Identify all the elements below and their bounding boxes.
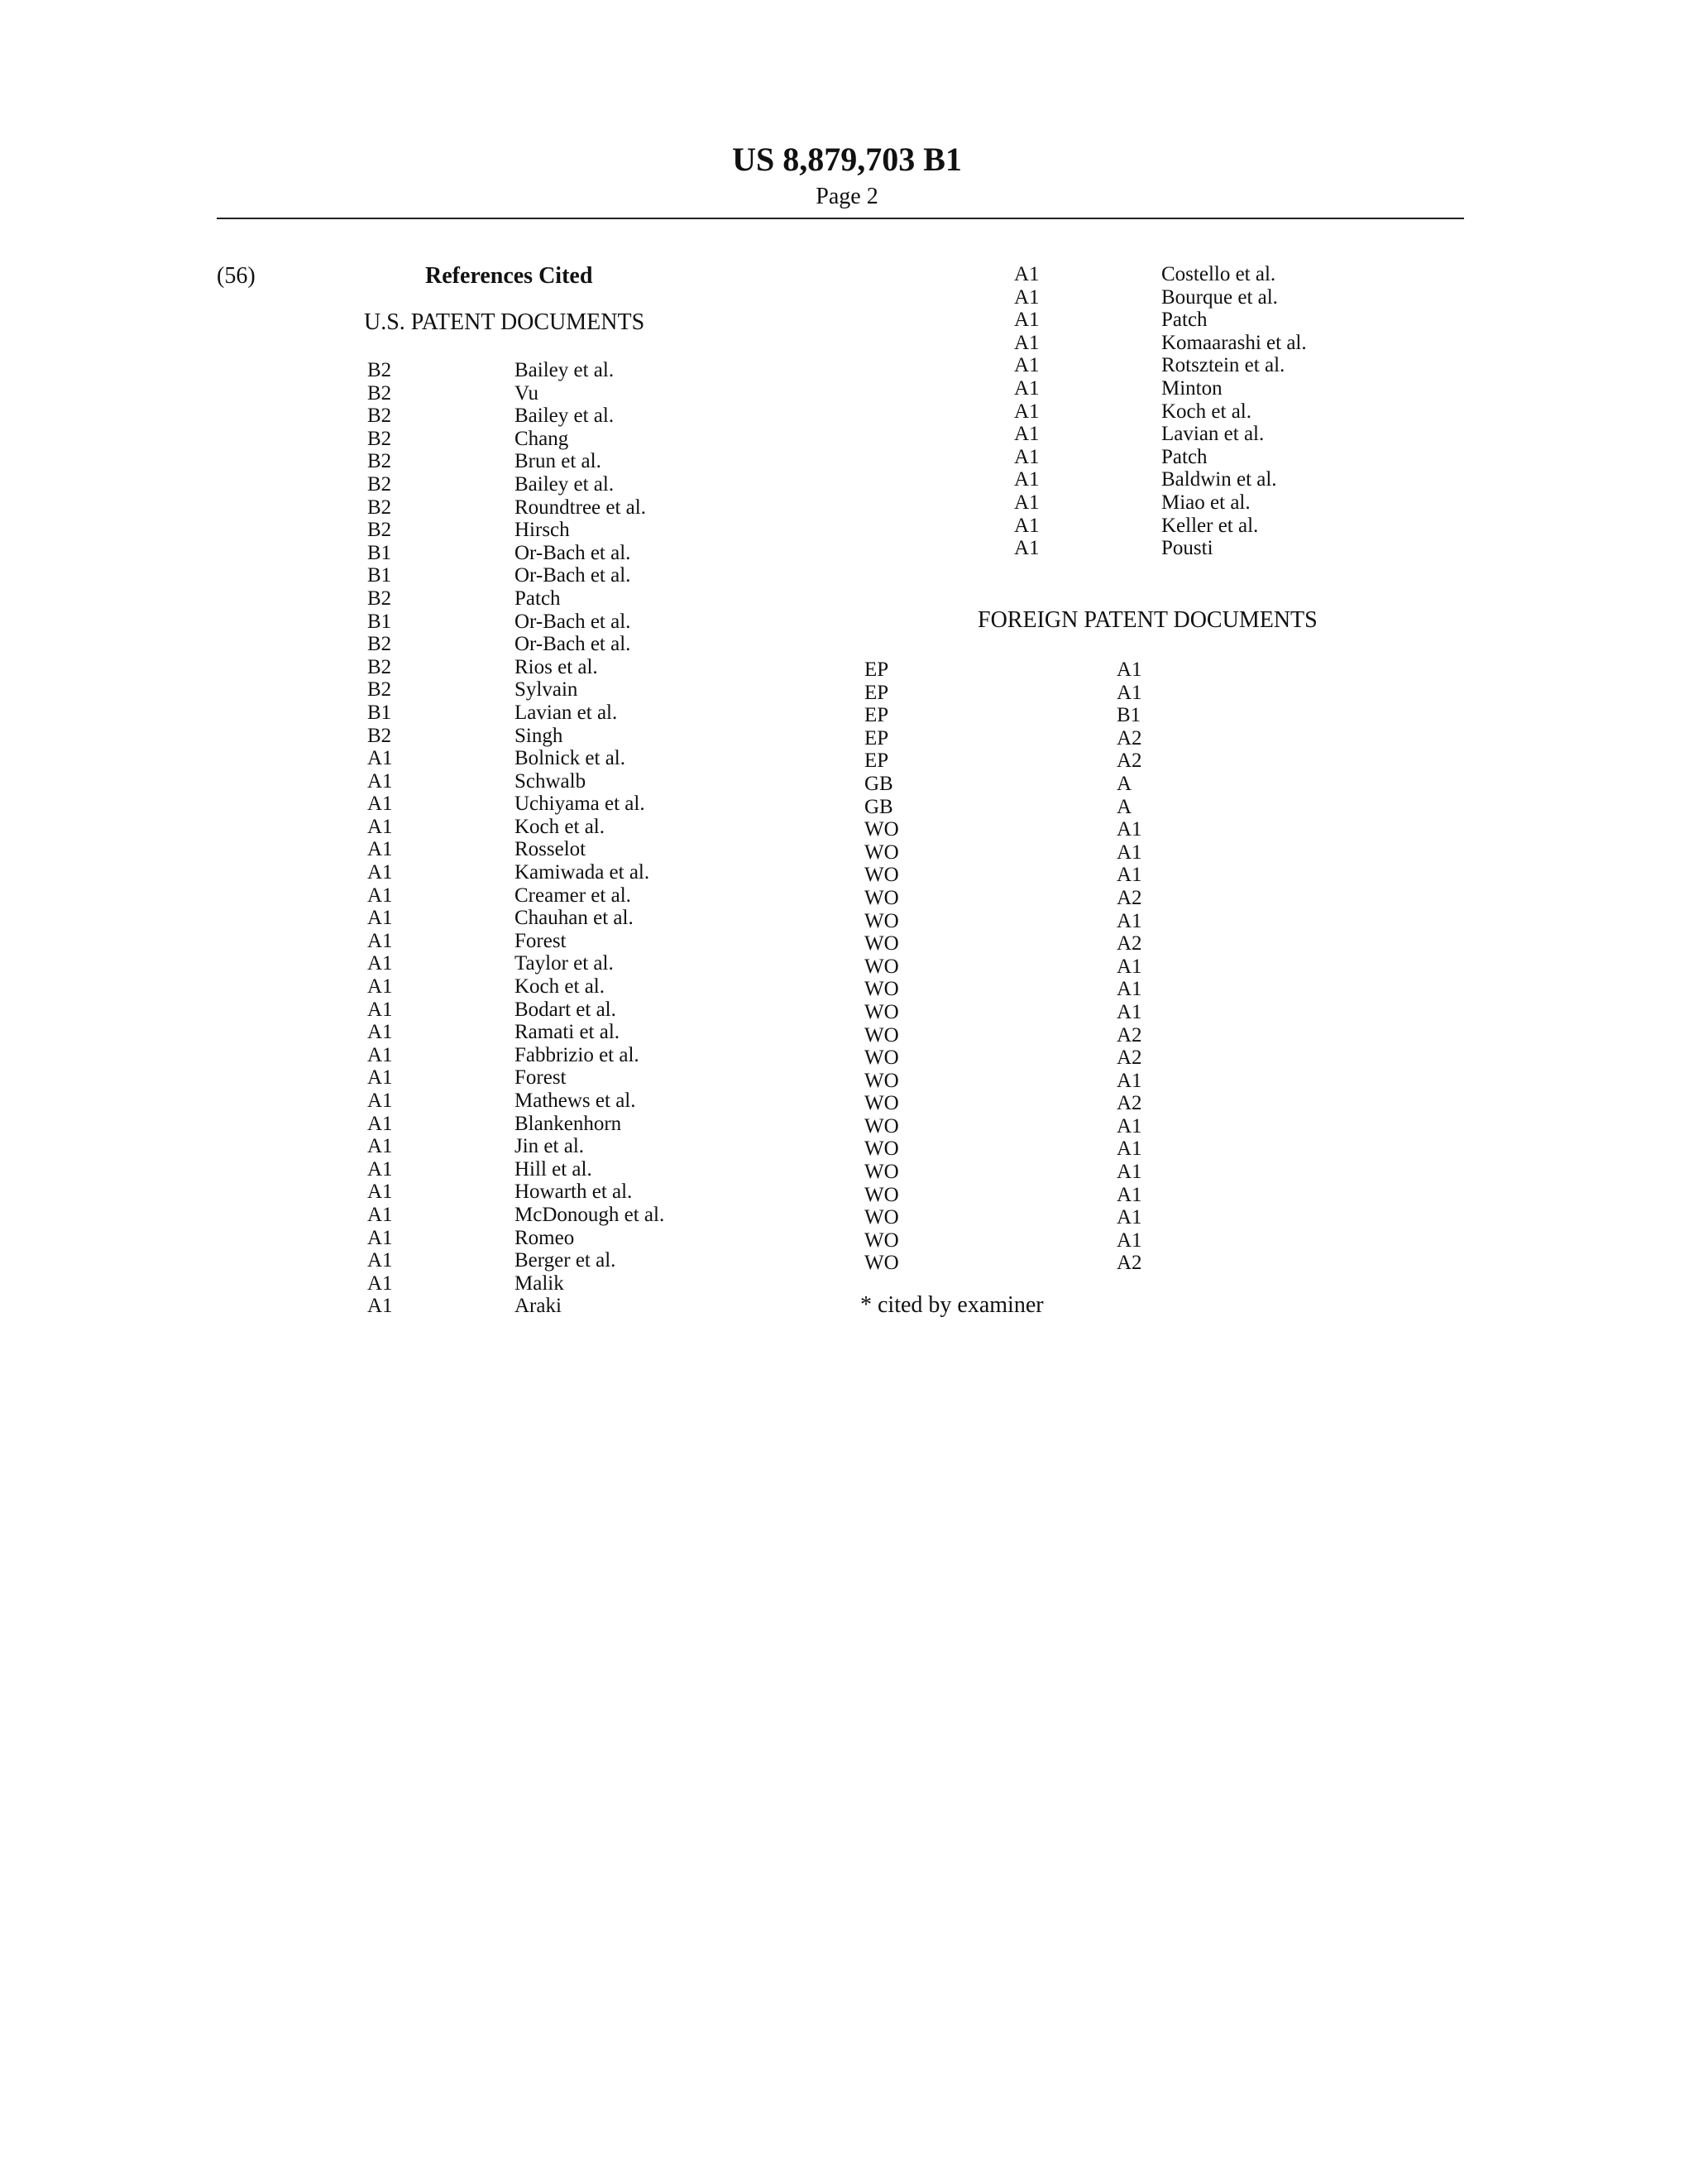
reference-kind: A1 <box>1117 681 1142 704</box>
cited-by-examiner-note: * cited by examiner <box>860 1292 1044 1318</box>
reference-kind: A1 <box>1014 309 1040 332</box>
reference-kind: A1 <box>1117 1206 1142 1229</box>
reference-kind: B2 <box>367 427 392 450</box>
reference-country: EP <box>864 681 889 704</box>
reference-name: Lavian et al. <box>514 701 618 724</box>
reference-kind: B2 <box>367 724 392 747</box>
reference-kind: B2 <box>367 381 392 405</box>
reference-country: WO <box>864 818 899 841</box>
reference-kind: B2 <box>367 678 392 702</box>
reference-name: Uchiyama et al. <box>514 793 645 816</box>
reference-name: Araki <box>514 1295 562 1318</box>
reference-country: EP <box>864 726 889 750</box>
reference-kind: A1 <box>367 1090 393 1112</box>
reference-kind: A1 <box>367 1066 393 1090</box>
reference-kind: B2 <box>367 519 392 542</box>
reference-kind: A1 <box>1117 1114 1142 1138</box>
reference-country: EP <box>864 659 889 681</box>
reference-country: GB <box>864 795 893 818</box>
reference-kind: A1 <box>367 1112 393 1135</box>
reference-country: WO <box>864 1161 899 1184</box>
reference-kind: A1 <box>367 998 393 1021</box>
reference-name: Fabbrizio et al. <box>514 1043 639 1066</box>
reference-name: Bailey et al. <box>514 472 615 496</box>
reference-kind: B1 <box>367 610 392 633</box>
reference-name: Keller et al. <box>1161 514 1259 537</box>
reference-kind: B1 <box>367 564 392 587</box>
reference-country: WO <box>864 1023 899 1046</box>
reference-kind: A1 <box>367 1135 393 1158</box>
reference-kind: A1 <box>367 907 393 930</box>
reference-country: WO <box>864 955 899 978</box>
reference-name: Bailey et al. <box>514 359 615 381</box>
reference-kind: B1 <box>367 701 392 724</box>
reference-name: Romeo <box>514 1226 575 1249</box>
reference-kind: A1 <box>1014 445 1040 468</box>
reference-name: Or-Bach et al. <box>514 564 631 587</box>
reference-kind: A1 <box>367 929 393 952</box>
reference-kind: A2 <box>1117 886 1142 909</box>
reference-name: Patch <box>1161 445 1208 468</box>
reference-name: Baldwin et al. <box>1161 468 1277 491</box>
reference-kind: A <box>1117 795 1132 818</box>
reference-name: Or-Bach et al. <box>514 633 631 656</box>
reference-kind: A1 <box>367 952 393 975</box>
reference-kind: A1 <box>367 861 393 884</box>
reference-name: Schwalb <box>514 769 586 793</box>
reference-kind: A1 <box>367 815 393 838</box>
reference-kind: A1 <box>1014 263 1040 285</box>
reference-country: WO <box>864 1092 899 1115</box>
reference-name: Vu <box>514 381 539 405</box>
reference-kind: A2 <box>1117 1092 1142 1115</box>
reference-kind: B2 <box>367 587 392 610</box>
reference-country: WO <box>864 1206 899 1229</box>
reference-kind: A1 <box>367 1249 393 1272</box>
reference-country: GB <box>864 772 893 795</box>
reference-name: Forest <box>514 929 567 952</box>
reference-name: Lavian et al. <box>1161 423 1265 446</box>
reference-kind: B2 <box>367 496 392 519</box>
reference-kind: A1 <box>367 1203 393 1226</box>
reference-country: WO <box>864 1069 899 1092</box>
reference-kind: A1 <box>1117 1183 1142 1206</box>
reference-country: WO <box>864 1000 899 1023</box>
reference-name: Koch et al. <box>1161 400 1251 423</box>
reference-kind: A1 <box>1117 818 1142 841</box>
reference-name: Pousti <box>1161 537 1213 560</box>
reference-name: Bodart et al. <box>514 998 616 1021</box>
reference-name: Rosselot <box>514 838 586 861</box>
reference-name: Sylvain <box>514 678 578 702</box>
reference-kind: A1 <box>367 1157 393 1181</box>
reference-kind: A1 <box>1117 955 1142 978</box>
reference-name: Bolnick et al. <box>514 747 625 770</box>
reference-name: Ramati et al. <box>514 1021 620 1044</box>
reference-kind: A1 <box>367 747 393 770</box>
reference-kind: A1 <box>367 793 393 816</box>
reference-kind: B2 <box>367 359 392 381</box>
reference-kind: A1 <box>367 1226 393 1249</box>
reference-country: WO <box>864 1228 899 1252</box>
reference-name: Bailey et al. <box>514 405 615 428</box>
reference-country: WO <box>864 909 899 932</box>
section-title: References Cited <box>425 263 593 289</box>
reference-country: WO <box>864 1114 899 1138</box>
reference-name: Creamer et al. <box>514 884 631 907</box>
reference-name: Hill et al. <box>514 1157 592 1181</box>
reference-name: Chang <box>514 427 569 450</box>
reference-kind: A1 <box>1117 659 1142 681</box>
header-divider <box>217 218 1464 219</box>
reference-country: WO <box>864 886 899 909</box>
reference-kind: B2 <box>367 655 392 678</box>
reference-name: Forest <box>514 1066 567 1090</box>
reference-name: Howarth et al. <box>514 1181 633 1204</box>
reference-kind: A1 <box>1014 285 1040 309</box>
patent-number: US 8,879,703 B1 <box>732 141 962 178</box>
reference-country: EP <box>864 704 889 727</box>
reference-kind: A1 <box>1014 468 1040 491</box>
reference-kind: A1 <box>1117 1069 1142 1092</box>
reference-name: Komaarashi et al. <box>1161 331 1307 354</box>
reference-name: Chauhan et al. <box>514 907 634 930</box>
reference-name: Malik <box>514 1272 564 1295</box>
reference-kind: B2 <box>367 472 392 496</box>
reference-name: Rios et al. <box>514 655 598 678</box>
foreign-patents-heading: FOREIGN PATENT DOCUMENTS <box>978 607 1318 633</box>
reference-country: WO <box>864 1138 899 1161</box>
reference-name: Rotsztein et al. <box>1161 354 1285 377</box>
reference-kind: A1 <box>367 975 393 999</box>
reference-kind: A1 <box>1117 1228 1142 1252</box>
reference-name: Patch <box>1161 309 1208 332</box>
reference-country: EP <box>864 750 889 773</box>
reference-kind: A2 <box>1117 1023 1142 1046</box>
section-number: (56) <box>217 263 256 289</box>
reference-name: Miao et al. <box>1161 491 1251 514</box>
reference-country: WO <box>864 841 899 864</box>
reference-name: Mathews et al. <box>514 1090 636 1112</box>
reference-kind: B2 <box>367 405 392 428</box>
reference-kind: A2 <box>1117 750 1142 773</box>
reference-kind: A1 <box>1117 841 1142 864</box>
reference-name: Koch et al. <box>514 815 605 838</box>
reference-kind: A1 <box>367 1295 393 1318</box>
reference-kind: A1 <box>1117 978 1142 1001</box>
reference-name: Hirsch <box>514 519 570 542</box>
reference-kind: A1 <box>367 769 393 793</box>
reference-name: Brun et al. <box>514 450 601 473</box>
reference-name: Kamiwada et al. <box>514 861 650 884</box>
reference-name: Minton <box>1161 376 1223 400</box>
reference-kind: A2 <box>1117 932 1142 956</box>
reference-kind: A1 <box>367 838 393 861</box>
reference-kind: A1 <box>367 1181 393 1204</box>
reference-kind: A2 <box>1117 1252 1142 1275</box>
reference-country: WO <box>864 1252 899 1275</box>
reference-kind: A1 <box>1014 537 1040 560</box>
reference-kind: B1 <box>1117 704 1141 727</box>
reference-name: Singh <box>514 724 563 747</box>
reference-kind: B1 <box>367 541 392 564</box>
reference-kind: A1 <box>367 884 393 907</box>
reference-name: McDonough et al. <box>514 1203 665 1226</box>
reference-name: Patch <box>514 587 561 610</box>
us-patents-heading: U.S. PATENT DOCUMENTS <box>364 309 645 335</box>
reference-kind: A1 <box>1117 1161 1142 1184</box>
reference-kind: A1 <box>1014 423 1040 446</box>
reference-kind: A1 <box>367 1272 393 1295</box>
reference-country: WO <box>864 932 899 956</box>
reference-country: WO <box>864 1183 899 1206</box>
reference-kind: A2 <box>1117 1046 1142 1070</box>
reference-kind: A1 <box>1117 1138 1142 1161</box>
reference-name: Taylor et al. <box>514 952 614 975</box>
reference-kind: A1 <box>1117 909 1142 932</box>
reference-country: WO <box>864 978 899 1001</box>
reference-country: WO <box>864 864 899 887</box>
reference-kind: B2 <box>367 450 392 473</box>
reference-name: Or-Bach et al. <box>514 610 631 633</box>
reference-kind: A1 <box>1117 864 1142 887</box>
reference-country: WO <box>864 1046 899 1070</box>
reference-kind: A2 <box>1117 726 1142 750</box>
reference-kind: A1 <box>367 1043 393 1066</box>
reference-name: Berger et al. <box>514 1249 616 1272</box>
reference-name: Or-Bach et al. <box>514 541 631 564</box>
reference-kind: A1 <box>1014 376 1040 400</box>
reference-kind: A1 <box>367 1021 393 1044</box>
reference-kind: A1 <box>1014 491 1040 514</box>
reference-kind: A <box>1117 772 1132 795</box>
reference-name: Koch et al. <box>514 975 605 999</box>
reference-kind: A1 <box>1014 514 1040 537</box>
reference-kind: A1 <box>1117 1000 1142 1023</box>
reference-name: Costello et al. <box>1161 263 1276 285</box>
reference-kind: A1 <box>1014 331 1040 354</box>
reference-name: Blankenhorn <box>514 1112 622 1135</box>
reference-name: Roundtree et al. <box>514 496 646 519</box>
reference-kind: A1 <box>1014 400 1040 423</box>
page-number: Page 2 <box>816 184 878 209</box>
reference-name: Bourque et al. <box>1161 285 1278 309</box>
reference-kind: A1 <box>1014 354 1040 377</box>
reference-kind: B2 <box>367 633 392 656</box>
reference-name: Jin et al. <box>514 1135 585 1158</box>
